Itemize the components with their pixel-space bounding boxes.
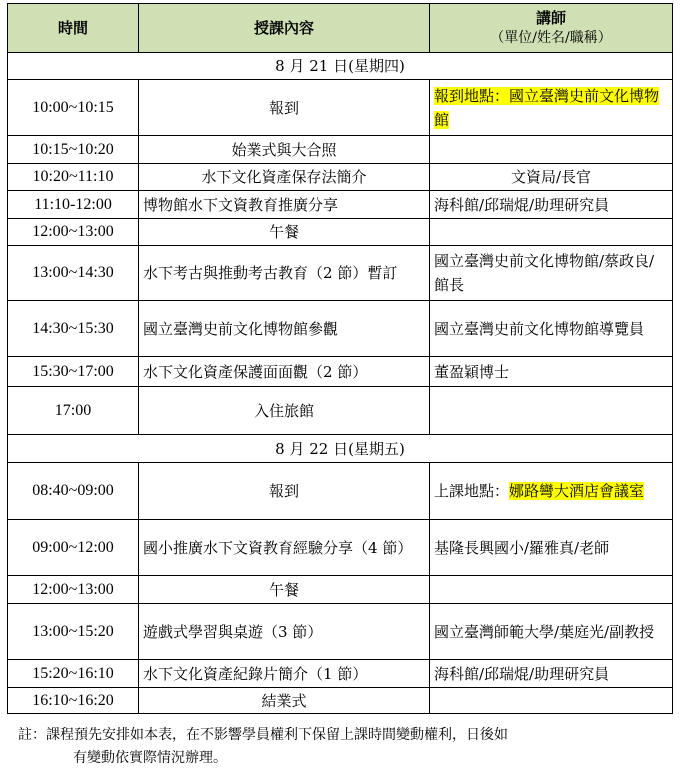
time-cell: 13:00~14:30 [8,246,139,301]
content-cell: 午餐 [139,576,430,604]
content-cell: 水下文化資產保存法簡介 [139,164,430,191]
header-time: 時間 [8,4,139,53]
date-day1: 8 月 21 日(星期四) [8,53,673,80]
footnote [18,724,668,770]
header-content: 授課內容 [139,4,430,53]
footnote-line-1: 註：課程預先安排如本表，在不影響學員權利下保留上課時間變動權利，日後如 [18,727,508,743]
speaker-cell: 海科館/邱瑞焜/助理研究員 [430,660,673,688]
table-row [8,660,673,688]
table-row [8,191,673,219]
speaker-cell [430,387,673,435]
header-row [8,4,673,53]
table-row [8,688,673,714]
time-cell: 12:00~13:00 [8,219,139,246]
time-cell: 11:10-12:00 [8,191,139,219]
speaker-cell: 國立臺灣師範大學/葉庭光/副教授 [430,604,673,660]
content-cell: 午餐 [139,219,430,246]
table-row [8,219,673,246]
time-cell: 15:30~17:00 [8,357,139,387]
location-highlight: 報到地點：國立臺灣史前文化博物館 [434,86,660,129]
content-cell: 結業式 [139,688,430,714]
table-row [8,520,673,576]
header-speaker-subtitle: （單位/姓名/職稱） [490,30,612,46]
time-cell: 08:40~09:00 [8,463,139,520]
content-cell: 入住旅館 [139,387,430,435]
speaker-cell [430,688,673,714]
speaker-cell [430,136,673,164]
footnote-line-2: 有變動依實際情況辦理。 [73,750,227,766]
content-cell: 報到 [139,463,430,520]
table-row [8,164,673,191]
time-cell: 14:30~15:30 [8,301,139,357]
content-cell: 報到 [139,80,430,136]
content-cell: 國立臺灣史前文化博物館參觀 [139,301,430,357]
content-cell: 國小推廣水下文資教育經驗分享（4 節） [139,520,430,576]
time-cell: 17:00 [8,387,139,435]
table-row [8,301,673,357]
time-cell: 09:00~12:00 [8,520,139,576]
speaker-cell [430,463,673,520]
content-cell: 遊戲式學習與桌遊（3 節） [139,604,430,660]
content-cell: 始業式與大合照 [139,136,430,164]
table-row [8,387,673,435]
table-row [8,80,673,136]
time-cell: 10:00~10:15 [8,80,139,136]
date-row-day1 [8,53,673,80]
time-cell: 13:00~15:20 [8,604,139,660]
location-label: 上課地點： [434,482,510,500]
content-cell: 水下文化資產保護面面觀（2 節） [139,357,430,387]
speaker-cell [430,80,673,136]
table-row [8,576,673,604]
time-cell: 10:15~10:20 [8,136,139,164]
time-cell: 10:20~11:10 [8,164,139,191]
table-row [8,357,673,387]
time-cell: 16:10~16:20 [8,688,139,714]
speaker-cell [430,219,673,246]
header-speaker [430,4,673,53]
table-row [8,604,673,660]
date-day2: 8 月 22 日(星期五) [8,435,673,463]
speaker-cell: 文資局/長官 [430,164,673,191]
location-highlight: 娜路彎大酒店會議室 [509,482,645,500]
date-row-day2 [8,435,673,463]
time-cell: 15:20~16:10 [8,660,139,688]
table-row [8,136,673,164]
table-row [8,246,673,301]
speaker-cell: 基隆長興國小/羅雅真/老師 [430,520,673,576]
schedule-table [7,3,673,714]
speaker-cell: 海科館/邱瑞焜/助理研究員 [430,191,673,219]
speaker-cell: 董盈穎博士 [430,357,673,387]
table-row [8,463,673,520]
time-cell: 12:00~13:00 [8,576,139,604]
header-speaker-title: 講師 [535,9,566,27]
content-cell: 水下考古與推動考古教育（2 節）暫訂 [139,246,430,301]
speaker-cell [430,576,673,604]
content-cell: 博物館水下文資教育推廣分享 [139,191,430,219]
speaker-cell: 國立臺灣史前文化博物館導覽員 [430,301,673,357]
content-cell: 水下文化資產紀錄片簡介（1 節） [139,660,430,688]
speaker-cell: 國立臺灣史前文化博物館/蔡政良/館長 [430,246,673,301]
